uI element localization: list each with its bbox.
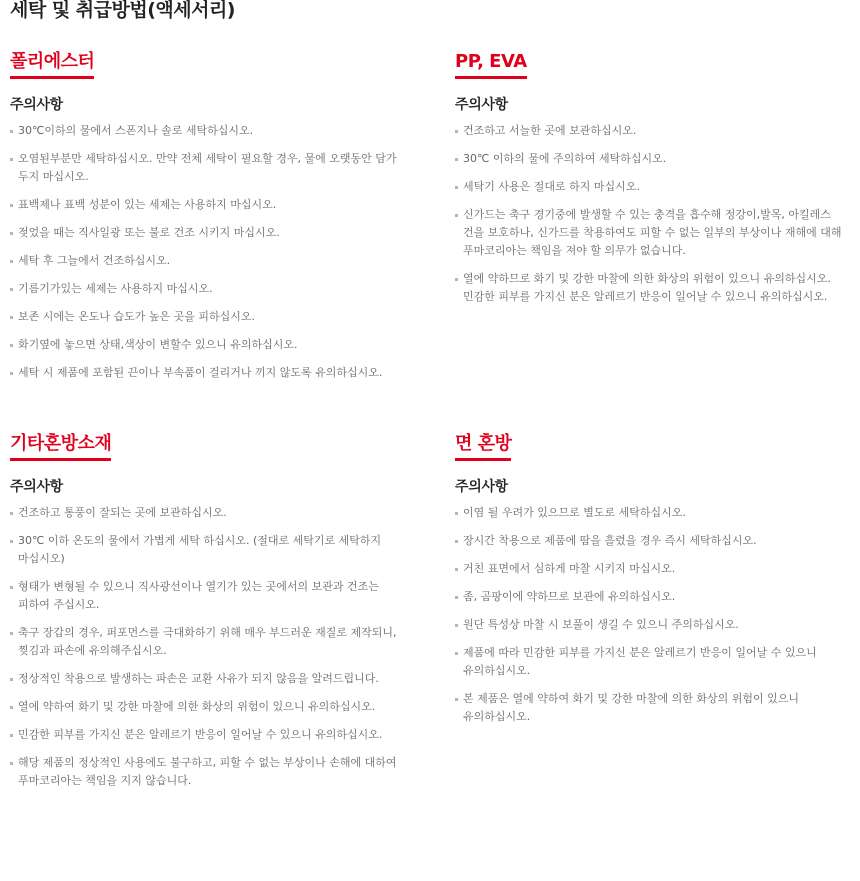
- caution-item: 젖었을 때는 직사일광 또는 불로 건조 시키지 마십시오.: [10, 224, 405, 242]
- caution-item: 거친 표면에서 심하게 마찰 시키지 마십시오.: [455, 560, 850, 578]
- caution-item: 민감한 피부를 가지신 분은 알레르기 반응이 일어날 수 있으니 유의하십시오.: [10, 726, 405, 744]
- caution-item: 축구 장갑의 경우, 퍼포먼스를 극대화하기 위해 매우 부드러운 재질로 제작되니, 찢김과 파손에 유의해주십시오.: [10, 624, 405, 660]
- caution-item: 오염된부분만 세탁하십시오. 만약 전체 세탁이 필요할 경우, 물에 오랫동안 담가 두지 마십시오.: [10, 150, 405, 186]
- caution-item: 장시간 착용으로 제품에 땀을 흘렸을 경우 즉시 세탁하십시오.: [455, 532, 850, 550]
- caution-heading: 주의사항: [10, 479, 63, 495]
- caution-item: 원단 특성상 마찰 시 보풀이 생길 수 있으니 주의하십시오.: [455, 616, 850, 634]
- caution-item: 건조하고 통풍이 잘되는 곳에 보관하십시오.: [10, 504, 405, 522]
- caution-item: 화기옆에 놓으면 상태,색상이 변할수 있으니 유의하십시오.: [10, 336, 405, 354]
- section-pp-eva: [455, 50, 850, 316]
- caution-heading: 주의사항: [455, 479, 508, 495]
- caution-item: 좀, 곰팡이에 약하므로 보관에 유의하십시오.: [455, 588, 850, 606]
- section-polyester: [10, 50, 405, 392]
- caution-item: 이염 될 우려가 있으므로 별도로 세탁하십시오.: [455, 504, 850, 522]
- caution-item: 세탁 후 그늘에서 건조하십시오.: [10, 252, 405, 270]
- section-cotton-blend: [455, 432, 850, 736]
- caution-item: 형태가 변형될 수 있으니 직사광선이나 열기가 있는 곳에서의 보관과 건조는 피하여 주십시오.: [10, 578, 405, 614]
- caution-item: 세탁기 사용은 절대로 하지 마십시오.: [455, 178, 850, 196]
- page-title: 세탁 및 취급방법(액세서리): [10, 0, 235, 21]
- caution-list: [455, 504, 850, 726]
- caution-heading: 주의사항: [10, 97, 63, 113]
- section-other-blend: [10, 432, 405, 800]
- caution-item: 30℃ 이하의 물에 주의하여 세탁하십시오.: [455, 150, 850, 168]
- caution-item: 열에 약하여 화기 및 강한 마찰에 의한 화상의 위험이 있으니 유의하십시오.: [10, 698, 405, 716]
- caution-list: [10, 122, 405, 382]
- caution-item: 30℃이하의 물에서 스폰지나 솔로 세탁하십시오.: [10, 122, 405, 140]
- caution-heading: 주의사항: [455, 97, 508, 113]
- section-heading: 기타혼방소재: [10, 432, 111, 461]
- caution-list: [455, 122, 850, 306]
- caution-item: 본 제품은 열에 약하여 화기 및 강한 마찰에 의한 화상의 위험이 있으니 유의하십시오.: [455, 690, 850, 726]
- section-heading: PP, EVA: [455, 50, 527, 79]
- section-heading: 폴리에스터: [10, 50, 94, 79]
- caution-list: [10, 504, 405, 790]
- caution-item: 기름기가있는 세제는 사용하지 마십시오.: [10, 280, 405, 298]
- caution-item: 건조하고 서늘한 곳에 보관하십시오.: [455, 122, 850, 140]
- caution-item: 신가드는 축구 경기중에 발생할 수 있는 충격을 흡수해 정강이,발목, 아킬레스 건을 보호하나, 신가드를 착용하여도 피할 수 없는 일부의 부상이나 재해에 대해 푸마코리아는 책임을 져야 할 의무가 없습니다.: [455, 206, 850, 260]
- caution-item: 열에 약하므로 화기 및 강한 마찰에 의한 화상의 위험이 있으니 유의하십시오. 민감한 피부를 가지신 분은 알레르기 반응이 일어날 수 있으니 유의하십시오.: [455, 270, 850, 306]
- caution-item: 정상적인 착용으로 발생하는 파손은 교환 사유가 되지 않음을 알려드립니다.: [10, 670, 405, 688]
- caution-item: 제품에 따라 민감한 피부를 가지신 분은 알레르기 반응이 일어날 수 있으니 유의하십시오.: [455, 644, 850, 680]
- caution-item: 표백제나 표백 성분이 있는 세제는 사용하지 마십시오.: [10, 196, 405, 214]
- caution-item: 해당 제품의 정상적인 사용에도 불구하고, 피할 수 없는 부상이나 손해에 대하여 푸마코리아는 책임을 지지 않습니다.: [10, 754, 405, 790]
- section-heading: 면 혼방: [455, 432, 511, 461]
- caution-item: 세탁 시 제품에 포함된 끈이나 부속품이 걸리거나 끼지 않도록 유의하십시오.: [10, 364, 405, 382]
- caution-item: 30℃ 이하 온도의 물에서 가볍게 세탁 하십시오. (절대로 세탁기로 세탁하지 마십시오): [10, 532, 405, 568]
- caution-item: 보존 시에는 온도나 습도가 높은 곳을 피하십시오.: [10, 308, 405, 326]
